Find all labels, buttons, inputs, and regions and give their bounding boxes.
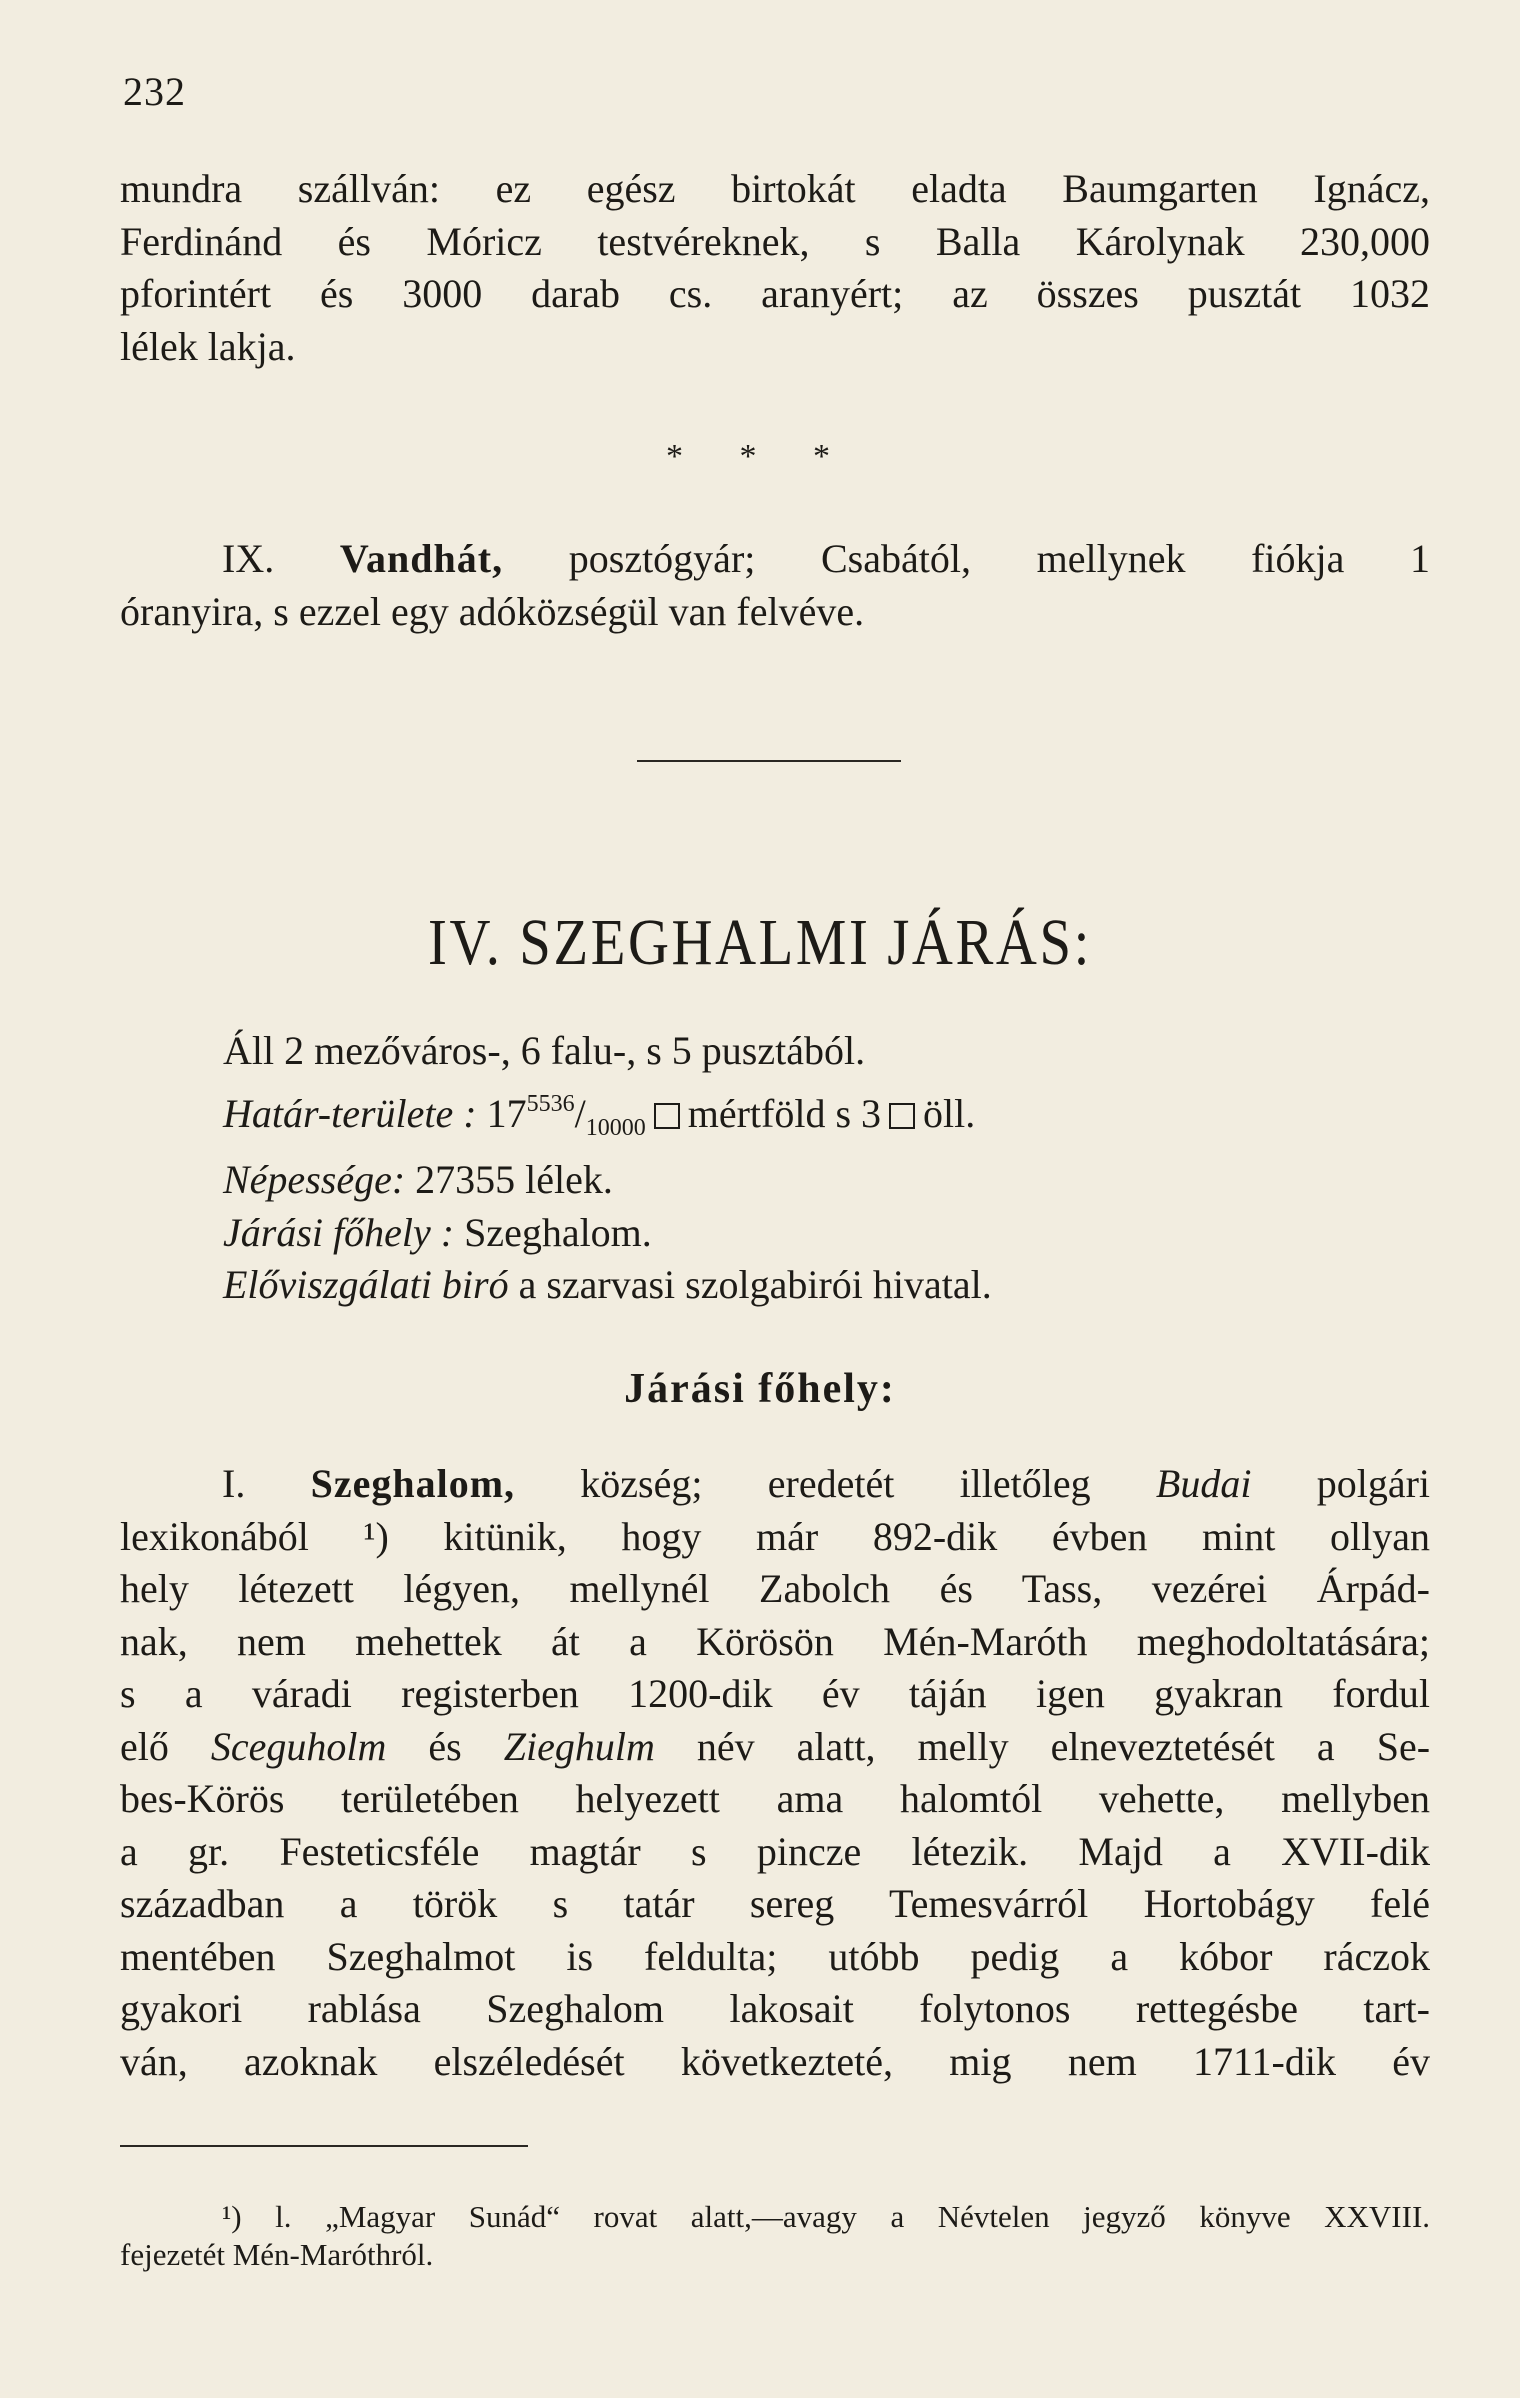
stats-line-area — [223, 1078, 1423, 1155]
area-slash: / — [574, 1090, 586, 1136]
italic-zieghulm: Zieghulm — [503, 1723, 655, 1769]
area-label: Határ-területe : — [223, 1090, 477, 1136]
paragraph-1-line-4: lélek lakja. — [120, 323, 296, 369]
area-base: 17 — [486, 1090, 527, 1136]
district-stats — [223, 1025, 1423, 1312]
population-value: 27355 lélek. — [415, 1157, 613, 1202]
entry-text-end: polgári — [1316, 1461, 1431, 1506]
area-unit-2: öll. — [923, 1090, 976, 1136]
paragraph-2-line-1 — [120, 533, 1430, 586]
area-sup: 5536 — [526, 1090, 575, 1117]
footnote-text-1: l. „Magyar Sunád“ rovat alatt,—avagy a Névtelen jegyző könyve XXVIII. — [275, 2199, 1431, 2234]
paragraph-1-line-1: mundra szállván: ez egész birtokát eladta Baumgarten Ignácz, — [120, 166, 1430, 211]
paragraph-3-line-6 — [120, 1721, 1430, 1774]
footnote-line-2: fejezetét Mén-Maróthról. — [120, 2237, 434, 2272]
entry-name: Szeghalom, — [310, 1461, 516, 1506]
paragraph-3-line-3: hely létezett légyen, mellynél Zabolch és Tass, vezérei Árpád- — [120, 1566, 1430, 1611]
judge-label: Előviszgálati biró — [223, 1262, 509, 1307]
area-unit-1: mértföld s 3 — [687, 1090, 882, 1136]
italic-sceguholm: Sceguholm — [210, 1723, 387, 1769]
population-label: Népessége: — [223, 1157, 406, 1202]
line-6-start: elő — [120, 1723, 169, 1769]
entry-numeral: I. — [222, 1461, 246, 1506]
paragraph-1-line-2: Ferdinánd és Móricz testvéreknek, s Balla Károlynak 230,000 — [120, 218, 1430, 264]
footnote-mark: ¹) — [222, 2199, 242, 2234]
paragraph-3-line-10: mentében Szeghalmot is feldulta; utóbb pedig a kóbor ráczok — [120, 1933, 1430, 1979]
stats-line-judge — [223, 1259, 1423, 1312]
short-rule — [637, 760, 901, 762]
asterism: * * * — [666, 438, 854, 475]
square-mile-icon — [654, 1103, 680, 1129]
judge-value: a szarvasi szolgabirói hivatal. — [518, 1262, 992, 1307]
footnote-line-1 — [120, 2198, 1430, 2236]
paragraph-3-line-9: században a török s tatár sereg Temesvárról Hortobágy felé — [120, 1881, 1430, 1926]
paragraph-1 — [120, 163, 1430, 373]
line-6-end: név alatt, melly elneveztetését a Se- — [696, 1723, 1431, 1769]
entry-numeral: IX. — [222, 536, 275, 581]
paragraph-2 — [120, 533, 1430, 638]
square-fathom-icon — [889, 1103, 915, 1129]
line-6-and: és — [428, 1723, 462, 1769]
paragraph-3-line-12: ván, azoknak elszéledését következteté, mig nem 1711-dik év — [120, 2038, 1430, 2084]
footnote-rule — [120, 2145, 528, 2147]
entry-name: Vandhát, — [339, 536, 504, 581]
entry-text: község; eredetét illetőleg — [580, 1461, 1091, 1506]
footnote — [120, 2198, 1430, 2274]
paragraph-3-line-11: gyakori rablása Szeghalom lakosait folytonos rettegésbe tart- — [120, 1986, 1430, 2031]
seat-value: Szeghalom. — [464, 1209, 652, 1255]
page-number: 232 — [123, 69, 186, 114]
section-heading: IV. SZEGHALMI JÁRÁS: — [428, 906, 1092, 979]
paragraph-3-line-1 — [120, 1458, 1430, 1511]
area-sub: 10000 — [585, 1114, 646, 1141]
stats-line-composition: Áll 2 mezőváros-, 6 falu-, s 5 pusztából. — [223, 1028, 866, 1073]
stats-line-seat — [223, 1207, 1423, 1260]
paragraph-3-line-8: a gr. Festeticsféle magtár s pincze létezik. Majd a XVII-dik — [120, 1828, 1430, 1874]
paragraph-2-line-2: óranyira, s ezzel egy adóközségül van felvéve. — [120, 588, 865, 634]
paragraph-3-line-2: lexikonából ¹) kitünik, hogy már 892-dik évben mint ollyan — [120, 1513, 1430, 1559]
paragraph-3 — [120, 1458, 1430, 2088]
paragraph-3-line-5: s a váradi registerben 1200-dik év táján igen gyakran fordul — [120, 1671, 1430, 1716]
paragraph-3-line-7: bes-Körös területében helyezett ama halomtól vehette, mellyben — [120, 1776, 1430, 1821]
entry-italic-budai: Budai — [1155, 1461, 1252, 1506]
seat-label: Járási főhely : — [223, 1209, 455, 1255]
stats-line-population — [223, 1154, 1423, 1207]
paragraph-3-line-4: nak, nem mehettek át a Körösön Mén-Maróth meghodoltatására; — [120, 1618, 1430, 1664]
subheading: Járási főhely: — [624, 1366, 896, 1412]
entry-text: posztógyár; Csabától, mellynek fiókja 1 — [568, 536, 1430, 581]
paragraph-1-line-3: pforintért és 3000 darab cs. aranyért; az összes pusztát 1032 — [120, 271, 1430, 316]
